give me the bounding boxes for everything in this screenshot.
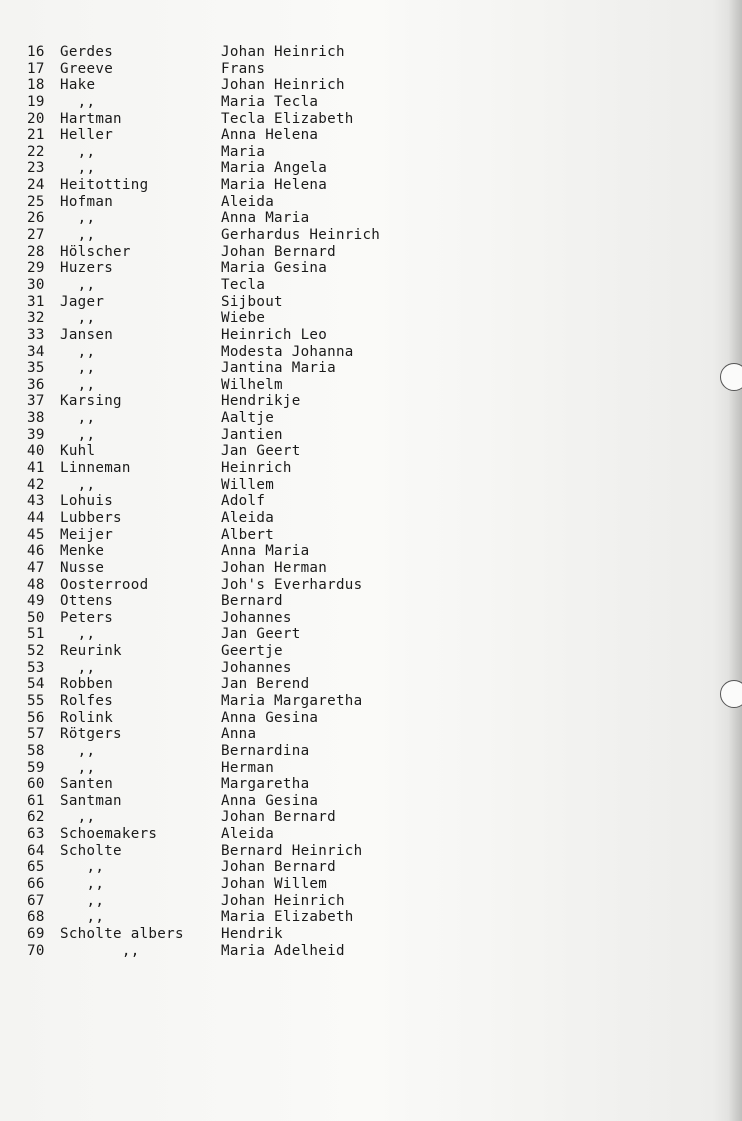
entry-number: 22	[27, 143, 45, 160]
surname: ,,	[60, 276, 96, 293]
first-names: Maria Gesina	[221, 260, 328, 277]
first-names: Johan Willem	[221, 876, 328, 893]
first-names: Johan Bernard	[221, 809, 336, 826]
entry-number: 45	[27, 526, 45, 543]
first-names: Maria Helena	[221, 177, 328, 194]
entry-number: 44	[27, 509, 45, 526]
entry-number: 65	[27, 859, 45, 876]
first-names: Johan Bernard	[221, 859, 336, 876]
entry-number: 23	[27, 160, 45, 177]
first-names: Wiebe	[221, 310, 266, 327]
first-names: Heinrich	[221, 460, 292, 477]
entry-number: 48	[27, 576, 45, 593]
surname: Karsing	[60, 393, 122, 410]
surname: ,,	[60, 659, 96, 676]
surname: Rolink	[60, 709, 114, 726]
first-names: Modesta Johanna	[221, 343, 354, 360]
surname: Meijer	[60, 526, 114, 543]
first-names: Willem	[221, 476, 275, 493]
first-names: Aleida	[221, 826, 275, 843]
first-names: Margaretha	[221, 776, 310, 793]
first-names: Adolf	[221, 493, 266, 510]
surname: ,,	[60, 759, 96, 776]
first-names: Bernardina	[221, 742, 310, 759]
first-names: Aleida	[221, 193, 275, 210]
first-names: Herman	[221, 759, 275, 776]
entry-number: 33	[27, 326, 45, 343]
first-names: Anna	[221, 726, 257, 743]
first-names: Sijbout	[221, 293, 283, 310]
entry-number: 46	[27, 543, 45, 560]
entry-number: 54	[27, 676, 45, 693]
surname: ,,	[60, 476, 96, 493]
entry-number: 17	[27, 60, 45, 77]
entry-number: 18	[27, 77, 45, 94]
entry-number: 25	[27, 193, 45, 210]
entry-number: 36	[27, 376, 45, 393]
first-names: Jantien	[221, 426, 283, 443]
first-names: Maria Angela	[221, 160, 328, 177]
entry-number: 64	[27, 842, 45, 859]
entry-number: 41	[27, 460, 45, 477]
surname: ,,	[60, 93, 96, 110]
entry-number: 21	[27, 127, 45, 144]
first-names: Bernard	[221, 593, 283, 610]
punch-hole	[720, 680, 742, 708]
surname: Hartman	[60, 110, 122, 127]
surname: ,,	[60, 892, 105, 909]
surname: Hofman	[60, 193, 114, 210]
first-names: Aaltje	[221, 410, 275, 427]
first-names: Jantina Maria	[221, 360, 336, 377]
punch-hole	[720, 363, 742, 391]
surname: ,,	[60, 143, 96, 160]
surname: Nusse	[60, 559, 105, 576]
surname: ,,	[60, 410, 96, 427]
first-names: Johan Heinrich	[221, 892, 345, 909]
first-names: Maria Adelheid	[221, 942, 345, 959]
entry-number: 50	[27, 609, 45, 626]
surname: ,,	[60, 426, 96, 443]
surname: Huzers	[60, 260, 114, 277]
surname: Lubbers	[60, 509, 122, 526]
surname: Santman	[60, 792, 122, 809]
surname: ,,	[60, 376, 96, 393]
surname: ,,	[60, 876, 105, 893]
first-names: Johan Heinrich	[221, 77, 345, 94]
entry-number: 31	[27, 293, 45, 310]
surname: Jager	[60, 293, 105, 310]
entry-number: 55	[27, 692, 45, 709]
entry-number: 67	[27, 892, 45, 909]
first-names: Gerhardus Heinrich	[221, 227, 381, 244]
first-names: Jan Geert	[221, 626, 301, 643]
surname: ,,	[60, 909, 105, 926]
first-names: Albert	[221, 526, 275, 543]
entry-number: 43	[27, 493, 45, 510]
page-edge-shadow	[728, 0, 742, 1121]
first-names: Johan Bernard	[221, 243, 336, 260]
entry-number: 61	[27, 792, 45, 809]
entry-number: 30	[27, 276, 45, 293]
surname: Scholte	[60, 842, 122, 859]
surname: Jansen	[60, 326, 114, 343]
entry-number: 24	[27, 177, 45, 194]
first-names: Jan Geert	[221, 443, 301, 460]
entry-number: 27	[27, 227, 45, 244]
entry-number: 40	[27, 443, 45, 460]
entry-number: 66	[27, 876, 45, 893]
surname: ,,	[60, 227, 96, 244]
surname: ,,	[60, 343, 96, 360]
entry-number: 63	[27, 826, 45, 843]
surname: Oosterrood	[60, 576, 149, 593]
surname: Santen	[60, 776, 114, 793]
entry-number: 16	[27, 44, 45, 60]
surname: ,,	[60, 360, 96, 377]
surname: Rötgers	[60, 726, 122, 743]
first-names: Anna Maria	[221, 210, 310, 227]
first-names: Tecla	[221, 276, 266, 293]
entry-number: 26	[27, 210, 45, 227]
surname: Hake	[60, 77, 96, 94]
surname: Heller	[60, 127, 114, 144]
first-names: Aleida	[221, 509, 275, 526]
entry-number: 53	[27, 659, 45, 676]
entry-number: 51	[27, 626, 45, 643]
first-names: Maria Elizabeth	[221, 909, 354, 926]
entry-number: 58	[27, 742, 45, 759]
entry-number: 62	[27, 809, 45, 826]
first-names: Frans	[221, 60, 266, 77]
first-names: Anna Helena	[221, 127, 319, 144]
first-names: Joh's Everhardus	[221, 576, 363, 593]
first-names: Anna Maria	[221, 543, 310, 560]
entry-number: 47	[27, 559, 45, 576]
surname: Reurink	[60, 643, 122, 660]
first-names: Heinrich Leo	[221, 326, 328, 343]
surname: ,,	[60, 626, 96, 643]
first-names: Wilhelm	[221, 376, 283, 393]
surname: Ottens	[60, 593, 114, 610]
surname: Menke	[60, 543, 105, 560]
first-names: Hendrikje	[221, 393, 301, 410]
surname: Heitotting	[60, 177, 149, 194]
surname: ,,	[60, 942, 140, 959]
surname: ,,	[60, 210, 96, 227]
surname: ,,	[60, 742, 96, 759]
first-names: Maria	[221, 143, 266, 160]
entry-number: 68	[27, 909, 45, 926]
surname: Peters	[60, 609, 114, 626]
surname: Lohuis	[60, 493, 114, 510]
surname: Rolfes	[60, 692, 114, 709]
surname: Scholte albers	[60, 925, 184, 942]
entry-number: 20	[27, 110, 45, 127]
first-names: Johannes	[221, 659, 292, 676]
first-names: Anna Gesina	[221, 792, 319, 809]
entry-number: 19	[27, 93, 45, 110]
first-names: Jan Berend	[221, 676, 310, 693]
entry-number: 38	[27, 410, 45, 427]
entry-number: 59	[27, 759, 45, 776]
entry-number: 69	[27, 925, 45, 942]
surname: Hölscher	[60, 243, 131, 260]
entry-number: 70	[27, 942, 45, 959]
surname: Kuhl	[60, 443, 96, 460]
entry-number: 37	[27, 393, 45, 410]
surname: Robben	[60, 676, 114, 693]
first-names: Johan Herman	[221, 559, 328, 576]
entry-number: 60	[27, 776, 45, 793]
first-names: Bernard Heinrich	[221, 842, 363, 859]
first-names: Hendrik	[221, 925, 283, 942]
surname: Linneman	[60, 460, 131, 477]
entry-number: 56	[27, 709, 45, 726]
surname: ,,	[60, 859, 105, 876]
first-names: Tecla Elizabeth	[221, 110, 354, 127]
first-names: Anna Gesina	[221, 709, 319, 726]
first-names: Maria Tecla	[221, 93, 319, 110]
surname: ,,	[60, 809, 96, 826]
entry-number: 34	[27, 343, 45, 360]
entry-number: 39	[27, 426, 45, 443]
surname: Gerdes	[60, 44, 114, 60]
entry-number: 28	[27, 243, 45, 260]
first-names: Johannes	[221, 609, 292, 626]
surname: ,,	[60, 160, 96, 177]
surname: Schoemakers	[60, 826, 158, 843]
entry-number: 29	[27, 260, 45, 277]
entry-number: 42	[27, 476, 45, 493]
surname: ,,	[60, 310, 96, 327]
surname: Greeve	[60, 60, 114, 77]
entry-number: 35	[27, 360, 45, 377]
first-names: Geertje	[221, 643, 283, 660]
entry-number: 57	[27, 726, 45, 743]
first-names: Maria Margaretha	[221, 692, 363, 709]
entry-number: 52	[27, 643, 45, 660]
first-names: Johan Heinrich	[221, 44, 345, 60]
entry-number: 32	[27, 310, 45, 327]
entry-number: 49	[27, 593, 45, 610]
